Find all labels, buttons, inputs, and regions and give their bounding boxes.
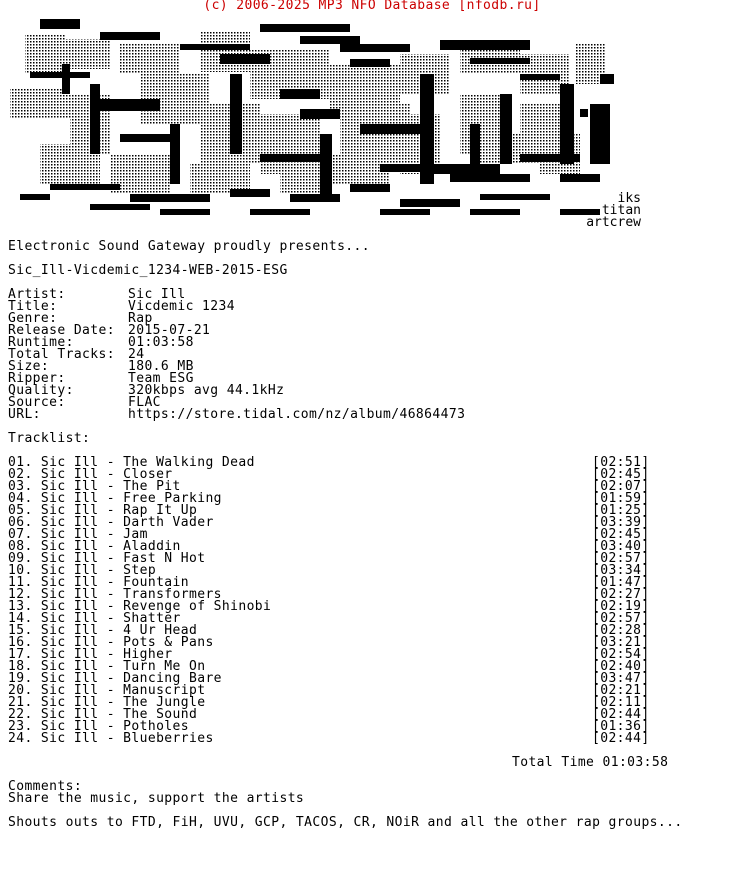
track-title: 23. Sic Ill - Potholes bbox=[8, 719, 189, 734]
info-value: 320kbps avg 44.1kHz bbox=[128, 383, 285, 398]
track-time: [02:57] bbox=[592, 611, 650, 626]
crew-credit-artcrew: artcrew bbox=[586, 215, 641, 230]
track-time: [02:54] bbox=[592, 647, 650, 662]
track-time: [01:25] bbox=[592, 503, 650, 518]
info-value: Team ESG bbox=[128, 371, 194, 386]
track-time: [02:45] bbox=[592, 467, 650, 482]
track-title: 15. Sic Ill - 4 Ur Head bbox=[8, 623, 198, 638]
track-title: 07. Sic Ill - Jam bbox=[8, 527, 148, 542]
info-value: 2015-07-21 bbox=[128, 323, 211, 338]
info-label: Ripper: bbox=[8, 371, 66, 386]
track-title: 06. Sic Ill - Darth Vader bbox=[8, 515, 214, 530]
tracklist-heading: Tracklist: bbox=[8, 431, 91, 446]
track-time: [02:19] bbox=[592, 599, 650, 614]
track-title: 14. Sic Ill - Shatter bbox=[8, 611, 181, 626]
total-time: Total Time 01:03:58 bbox=[512, 755, 669, 770]
track-title: 08. Sic Ill - Aladdin bbox=[8, 539, 181, 554]
shoutouts-text: Shouts outs to FTD, FiH, UVU, GCP, TACOS, CR, NOiR and all the other rap groups... bbox=[8, 815, 683, 830]
track-title: 02. Sic Ill - Closer bbox=[8, 467, 173, 482]
info-label: Size: bbox=[8, 359, 50, 374]
track-title: 03. Sic Ill - The Pit bbox=[8, 479, 181, 494]
track-title: 24. Sic Ill - Blueberries bbox=[8, 731, 214, 746]
track-time: [02:11] bbox=[592, 695, 650, 710]
track-time: [01:36] bbox=[592, 719, 650, 734]
comments-heading: Comments: bbox=[8, 779, 83, 794]
track-time: [02:44] bbox=[592, 707, 650, 722]
track-time: [01:47] bbox=[592, 575, 650, 590]
track-title: 13. Sic Ill - Revenge of Shinobi bbox=[8, 599, 272, 614]
track-title: 16. Sic Ill - Pots & Pans bbox=[8, 635, 214, 650]
track-title: 09. Sic Ill - Fast N Hot bbox=[8, 551, 206, 566]
track-time: [03:39] bbox=[592, 515, 650, 530]
info-value: Sic Ill bbox=[128, 287, 186, 302]
comments-text: Share the music, support the artists bbox=[8, 791, 305, 806]
info-label: URL: bbox=[8, 407, 41, 422]
info-label: Quality: bbox=[8, 383, 74, 398]
info-label: Runtime: bbox=[8, 335, 74, 350]
track-time: [02:21] bbox=[592, 683, 650, 698]
presents-line: Electronic Sound Gateway proudly presents... bbox=[8, 239, 370, 254]
track-time: [03:34] bbox=[592, 563, 650, 578]
track-title: 05. Sic Ill - Rap It Up bbox=[8, 503, 198, 518]
track-title: 20. Sic Ill - Manuscript bbox=[8, 683, 206, 698]
info-label: Release Date: bbox=[8, 323, 115, 338]
track-time: [02:44] bbox=[592, 731, 650, 746]
crew-credit-titan: titan bbox=[601, 203, 641, 218]
info-value: Vicdemic 1234 bbox=[128, 299, 235, 314]
track-time: [03:21] bbox=[592, 635, 650, 650]
release-name: Sic_Ill-Vicdemic_1234-WEB-2015-ESG bbox=[8, 263, 288, 278]
track-time: [02:27] bbox=[592, 587, 650, 602]
track-title: 11. Sic Ill - Fountain bbox=[8, 575, 189, 590]
track-time: [02:28] bbox=[592, 623, 650, 638]
track-title: 10. Sic Ill - Step bbox=[8, 563, 157, 578]
info-label: Artist: bbox=[8, 287, 66, 302]
copyright-header: (c) 2006-2025 MP3 NFO Database [nfodb.ru] bbox=[203, 0, 541, 13]
track-title: 22. Sic Ill - The Sound bbox=[8, 707, 198, 722]
track-title: 21. Sic Ill - The Jungle bbox=[8, 695, 206, 710]
track-title: 19. Sic Ill - Dancing Bare bbox=[8, 671, 222, 686]
track-title: 18. Sic Ill - Turn Me On bbox=[8, 659, 206, 674]
track-title: 17. Sic Ill - Higher bbox=[8, 647, 173, 662]
crew-credit-iks: iks bbox=[617, 191, 641, 206]
info-label: Source: bbox=[8, 395, 66, 410]
track-time: [03:40] bbox=[592, 539, 650, 554]
track-title: 04. Sic Ill - Free Parking bbox=[8, 491, 222, 506]
info-value: 01:03:58 bbox=[128, 335, 194, 350]
info-value: https://store.tidal.com/nz/album/46864473 bbox=[128, 407, 466, 422]
info-value: 180.6 MB bbox=[128, 359, 194, 374]
track-time: [01:59] bbox=[592, 491, 650, 506]
info-label: Total Tracks: bbox=[8, 347, 115, 362]
info-value: Rap bbox=[128, 311, 153, 326]
info-value: FLAC bbox=[128, 395, 161, 410]
info-label: Title: bbox=[8, 299, 58, 314]
track-time: [02:45] bbox=[592, 527, 650, 542]
info-value: 24 bbox=[128, 347, 145, 362]
track-time: [02:57] bbox=[592, 551, 650, 566]
track-title: 12. Sic Ill - Transformers bbox=[8, 587, 222, 602]
track-time: [03:47] bbox=[592, 671, 650, 686]
track-time: [02:51] bbox=[592, 455, 650, 470]
track-time: [02:40] bbox=[592, 659, 650, 674]
info-label: Genre: bbox=[8, 311, 58, 326]
track-time: [02:07] bbox=[592, 479, 650, 494]
track-title: 01. Sic Ill - The Walking Dead bbox=[8, 455, 255, 470]
